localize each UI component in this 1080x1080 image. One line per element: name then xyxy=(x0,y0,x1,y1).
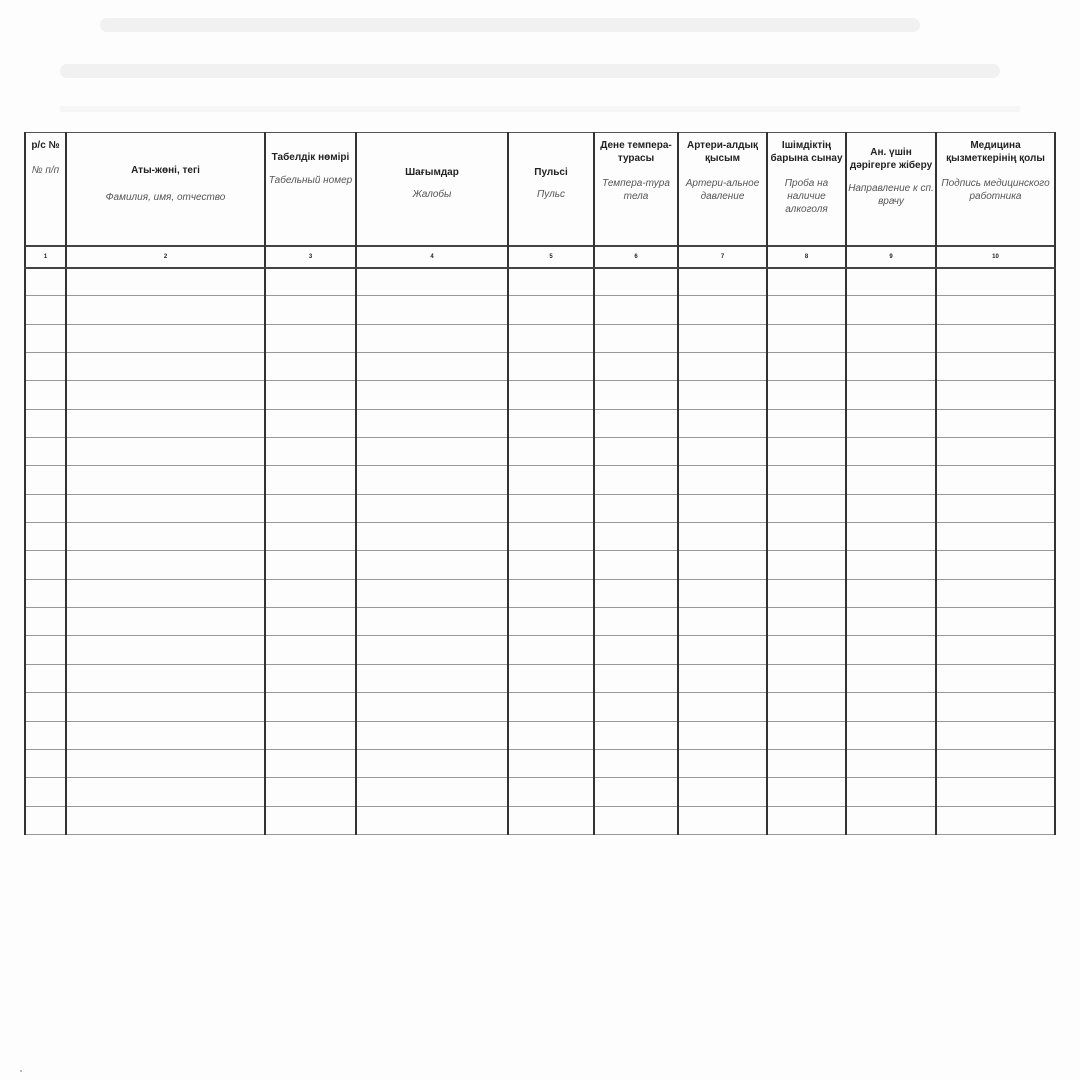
table-row xyxy=(25,296,1055,324)
table-cell xyxy=(678,664,767,692)
table-row xyxy=(25,579,1055,607)
table-row xyxy=(25,494,1055,522)
table-cell xyxy=(936,778,1055,806)
col-header-label-ru: Пульс xyxy=(536,189,566,200)
table-row xyxy=(25,324,1055,352)
col-header-number xyxy=(25,133,66,246)
col-header-label-kk: Дене темпера-турасы xyxy=(600,140,672,164)
col-header-label-kk: Пульсі xyxy=(534,167,568,178)
table-cell xyxy=(594,296,678,324)
table-cell xyxy=(594,409,678,437)
table-cell xyxy=(767,749,846,777)
table-cell xyxy=(508,466,594,494)
table-cell xyxy=(767,806,846,834)
col-header-label-ru: Направление к сп. врачу xyxy=(848,183,934,207)
col-header-alcohol-test xyxy=(767,133,846,246)
table-cell xyxy=(25,608,66,636)
scan-dot xyxy=(20,1070,22,1072)
table-cell xyxy=(846,579,936,607)
table-cell xyxy=(508,438,594,466)
table-row xyxy=(25,664,1055,692)
table-cell xyxy=(594,466,678,494)
table-cell xyxy=(265,636,356,664)
table-cell xyxy=(66,693,265,721)
table-cell xyxy=(594,494,678,522)
table-cell xyxy=(25,268,66,296)
table-cell xyxy=(594,636,678,664)
table-cell xyxy=(66,806,265,834)
table-cell xyxy=(25,381,66,409)
table-cell xyxy=(936,296,1055,324)
table-cell xyxy=(265,381,356,409)
table-cell xyxy=(936,664,1055,692)
medical-exam-journal-table xyxy=(24,132,1056,835)
table-cell xyxy=(767,693,846,721)
table-cell xyxy=(66,551,265,579)
table-cell xyxy=(767,721,846,749)
table-cell xyxy=(356,806,508,834)
col-header-label-ru: Подпись медицинского работника xyxy=(941,178,1050,202)
table-cell xyxy=(936,494,1055,522)
table-cell xyxy=(767,551,846,579)
table-cell xyxy=(265,494,356,522)
table-cell xyxy=(678,778,767,806)
table-cell xyxy=(508,551,594,579)
table-cell xyxy=(846,608,936,636)
table-cell xyxy=(356,749,508,777)
table-cell xyxy=(594,324,678,352)
table-cell xyxy=(594,806,678,834)
table-cell xyxy=(508,806,594,834)
col-header-label-ru: Артери-альное давление xyxy=(685,178,760,202)
table-cell xyxy=(356,636,508,664)
table-cell xyxy=(594,778,678,806)
table-cell xyxy=(66,608,265,636)
table-cell xyxy=(767,636,846,664)
table-cell xyxy=(508,268,594,296)
table-cell xyxy=(846,636,936,664)
table-cell xyxy=(936,636,1055,664)
column-number: 2 xyxy=(66,246,265,268)
table-cell xyxy=(25,636,66,664)
table-cell xyxy=(767,438,846,466)
table-row xyxy=(25,381,1055,409)
table-cell xyxy=(594,438,678,466)
table-cell xyxy=(678,608,767,636)
col-header-label-kk: Ішімдіктің барына сынау xyxy=(770,140,843,164)
column-number: 1 xyxy=(25,246,66,268)
table-cell xyxy=(265,438,356,466)
table-cell xyxy=(356,381,508,409)
table-cell xyxy=(66,778,265,806)
table-cell xyxy=(678,296,767,324)
table-cell xyxy=(846,296,936,324)
table-cell xyxy=(678,353,767,381)
table-cell xyxy=(767,579,846,607)
table-cell xyxy=(25,721,66,749)
table-cell xyxy=(356,579,508,607)
table-row xyxy=(25,778,1055,806)
table-cell xyxy=(936,523,1055,551)
table-cell xyxy=(767,296,846,324)
col-header-personnel-number xyxy=(265,133,356,246)
table-cell xyxy=(846,749,936,777)
table-cell xyxy=(767,409,846,437)
table-row xyxy=(25,353,1055,381)
table-cell xyxy=(25,664,66,692)
table-cell xyxy=(66,749,265,777)
table-cell xyxy=(356,268,508,296)
table-row xyxy=(25,523,1055,551)
table-cell xyxy=(356,324,508,352)
header-row xyxy=(25,133,1055,246)
table-cell xyxy=(846,693,936,721)
table-cell xyxy=(846,268,936,296)
table-cell xyxy=(265,523,356,551)
table-cell xyxy=(356,494,508,522)
col-header-label-ru: Проба на наличие алкоголя xyxy=(784,178,829,215)
table-cell xyxy=(66,636,265,664)
table-cell xyxy=(767,268,846,296)
table-cell xyxy=(66,579,265,607)
col-header-label-kk: р/с № xyxy=(31,140,60,151)
table-cell xyxy=(936,353,1055,381)
table-cell xyxy=(66,381,265,409)
table-row xyxy=(25,693,1055,721)
table-cell xyxy=(936,551,1055,579)
table-cell xyxy=(678,636,767,664)
table-cell xyxy=(25,353,66,381)
table-cell xyxy=(508,664,594,692)
table-row xyxy=(25,438,1055,466)
table-cell xyxy=(265,551,356,579)
table-cell xyxy=(678,381,767,409)
col-header-doctor-referral xyxy=(846,133,936,246)
table-cell xyxy=(936,693,1055,721)
table-cell xyxy=(678,693,767,721)
table-cell xyxy=(678,466,767,494)
table-cell xyxy=(265,409,356,437)
table-cell xyxy=(508,636,594,664)
table-cell xyxy=(767,664,846,692)
col-header-pulse xyxy=(508,133,594,246)
col-header-label-ru: Фамилия, имя, отчество xyxy=(105,192,226,203)
table-cell xyxy=(25,749,66,777)
col-header-blood-pressure xyxy=(678,133,767,246)
table-cell xyxy=(66,324,265,352)
table-cell xyxy=(846,438,936,466)
table-cell xyxy=(66,664,265,692)
table-cell xyxy=(767,608,846,636)
table-cell xyxy=(767,466,846,494)
table-cell xyxy=(508,296,594,324)
column-number: 4 xyxy=(356,246,508,268)
column-number: 5 xyxy=(508,246,594,268)
table-cell xyxy=(25,693,66,721)
table-cell xyxy=(265,749,356,777)
table-cell xyxy=(508,693,594,721)
table-cell xyxy=(25,438,66,466)
table-cell xyxy=(265,268,356,296)
table-cell xyxy=(265,806,356,834)
table-cell xyxy=(356,608,508,636)
table-cell xyxy=(594,268,678,296)
table-cell xyxy=(265,664,356,692)
table-cell xyxy=(594,608,678,636)
table-cell xyxy=(508,778,594,806)
table-cell xyxy=(508,381,594,409)
column-number: 8 xyxy=(767,246,846,268)
table-cell xyxy=(25,778,66,806)
table-cell xyxy=(356,721,508,749)
col-header-label-kk: Артери-алдық қысым xyxy=(686,140,759,164)
table-cell xyxy=(594,693,678,721)
table-cell xyxy=(25,324,66,352)
table-cell xyxy=(678,806,767,834)
table-cell xyxy=(767,523,846,551)
table-cell xyxy=(678,409,767,437)
table-cell xyxy=(508,409,594,437)
table-cell xyxy=(66,438,265,466)
table-cell xyxy=(265,721,356,749)
table-cell xyxy=(508,749,594,777)
table-cell xyxy=(678,579,767,607)
table-cell xyxy=(594,551,678,579)
column-number: 6 xyxy=(594,246,678,268)
table-row xyxy=(25,636,1055,664)
table-cell xyxy=(356,778,508,806)
table-cell xyxy=(265,324,356,352)
table-cell xyxy=(265,466,356,494)
table-cell xyxy=(508,353,594,381)
table-cell xyxy=(25,296,66,324)
table-cell xyxy=(678,721,767,749)
table-row xyxy=(25,608,1055,636)
table-row xyxy=(25,806,1055,834)
table-cell xyxy=(936,608,1055,636)
table-row xyxy=(25,721,1055,749)
column-number: 9 xyxy=(846,246,936,268)
table-cell xyxy=(678,551,767,579)
table-cell xyxy=(508,523,594,551)
table-cell xyxy=(936,749,1055,777)
col-header-label-kk: Ан. үшін дәрігерге жіберу xyxy=(849,147,933,171)
table-cell xyxy=(25,551,66,579)
table-cell xyxy=(356,353,508,381)
table-cell xyxy=(846,353,936,381)
table-cell xyxy=(594,721,678,749)
table-row xyxy=(25,749,1055,777)
column-number-row xyxy=(25,246,1055,268)
journal-body xyxy=(25,268,1055,835)
table-cell xyxy=(936,438,1055,466)
col-header-label-kk: Медицина қызметкерінің қолы xyxy=(946,140,1045,164)
table-cell xyxy=(846,381,936,409)
table-cell xyxy=(767,353,846,381)
table-row xyxy=(25,551,1055,579)
col-header-label-ru: № п/п xyxy=(31,165,60,176)
table-cell xyxy=(66,466,265,494)
table-cell xyxy=(936,721,1055,749)
table-cell xyxy=(846,551,936,579)
table-cell xyxy=(356,466,508,494)
table-cell xyxy=(846,409,936,437)
table-cell xyxy=(66,523,265,551)
col-header-label-kk: Шағымдар xyxy=(405,167,459,178)
col-header-label-ru: Темпера-тура тела xyxy=(602,178,670,202)
table-cell xyxy=(265,608,356,636)
table-cell xyxy=(66,494,265,522)
table-cell xyxy=(594,353,678,381)
table-cell xyxy=(265,693,356,721)
col-header-body-temperature xyxy=(594,133,678,246)
table-cell xyxy=(265,778,356,806)
table-cell xyxy=(25,466,66,494)
table-cell xyxy=(767,494,846,522)
table-cell xyxy=(265,296,356,324)
table-cell xyxy=(678,268,767,296)
table-cell xyxy=(356,693,508,721)
table-cell xyxy=(508,721,594,749)
table-cell xyxy=(594,664,678,692)
table-cell xyxy=(356,296,508,324)
table-cell xyxy=(356,523,508,551)
col-header-label-kk: Табелдік нөмірі xyxy=(271,152,350,163)
table-row xyxy=(25,466,1055,494)
table-cell xyxy=(846,778,936,806)
table-row xyxy=(25,409,1055,437)
table-cell xyxy=(508,579,594,607)
table-cell xyxy=(66,353,265,381)
table-cell xyxy=(25,494,66,522)
table-cell xyxy=(767,381,846,409)
col-header-label-kk: Аты-жөні, тегі xyxy=(131,165,200,176)
column-number: 7 xyxy=(678,246,767,268)
table-row xyxy=(25,268,1055,296)
table-cell xyxy=(936,268,1055,296)
table-cell xyxy=(356,664,508,692)
column-number: 3 xyxy=(265,246,356,268)
col-header-label-ru: Жалобы xyxy=(412,189,452,200)
table-cell xyxy=(846,721,936,749)
table-cell xyxy=(25,579,66,607)
table-cell xyxy=(265,353,356,381)
faded-header-area xyxy=(60,10,1020,120)
table-cell xyxy=(767,778,846,806)
table-cell xyxy=(678,324,767,352)
table-cell xyxy=(594,523,678,551)
table-cell xyxy=(356,409,508,437)
table-cell xyxy=(594,749,678,777)
table-cell xyxy=(936,324,1055,352)
table-cell xyxy=(25,523,66,551)
table-cell xyxy=(846,466,936,494)
table-cell xyxy=(936,409,1055,437)
table-cell xyxy=(678,438,767,466)
col-header-full-name xyxy=(66,133,265,246)
table-cell xyxy=(936,579,1055,607)
table-cell xyxy=(594,579,678,607)
col-header-label-ru: Табельный номер xyxy=(268,175,353,186)
table-cell xyxy=(678,523,767,551)
table-cell xyxy=(66,296,265,324)
table-cell xyxy=(846,494,936,522)
table-cell xyxy=(678,749,767,777)
table-cell xyxy=(846,806,936,834)
table-cell xyxy=(66,721,265,749)
table-cell xyxy=(767,324,846,352)
table-cell xyxy=(846,523,936,551)
table-cell xyxy=(846,664,936,692)
table-cell xyxy=(846,324,936,352)
table-cell xyxy=(508,608,594,636)
table-cell xyxy=(356,551,508,579)
col-header-complaints xyxy=(356,133,508,246)
table-cell xyxy=(594,381,678,409)
table-cell xyxy=(508,494,594,522)
table-cell xyxy=(265,579,356,607)
table-cell xyxy=(356,438,508,466)
table-cell xyxy=(936,466,1055,494)
table-cell xyxy=(66,409,265,437)
table-cell xyxy=(936,381,1055,409)
table-cell xyxy=(25,806,66,834)
table-cell xyxy=(25,409,66,437)
table-cell xyxy=(936,806,1055,834)
table-cell xyxy=(508,324,594,352)
table-cell xyxy=(678,494,767,522)
col-header-medic-signature xyxy=(936,133,1055,246)
table-cell xyxy=(66,268,265,296)
column-number: 10 xyxy=(936,246,1055,268)
